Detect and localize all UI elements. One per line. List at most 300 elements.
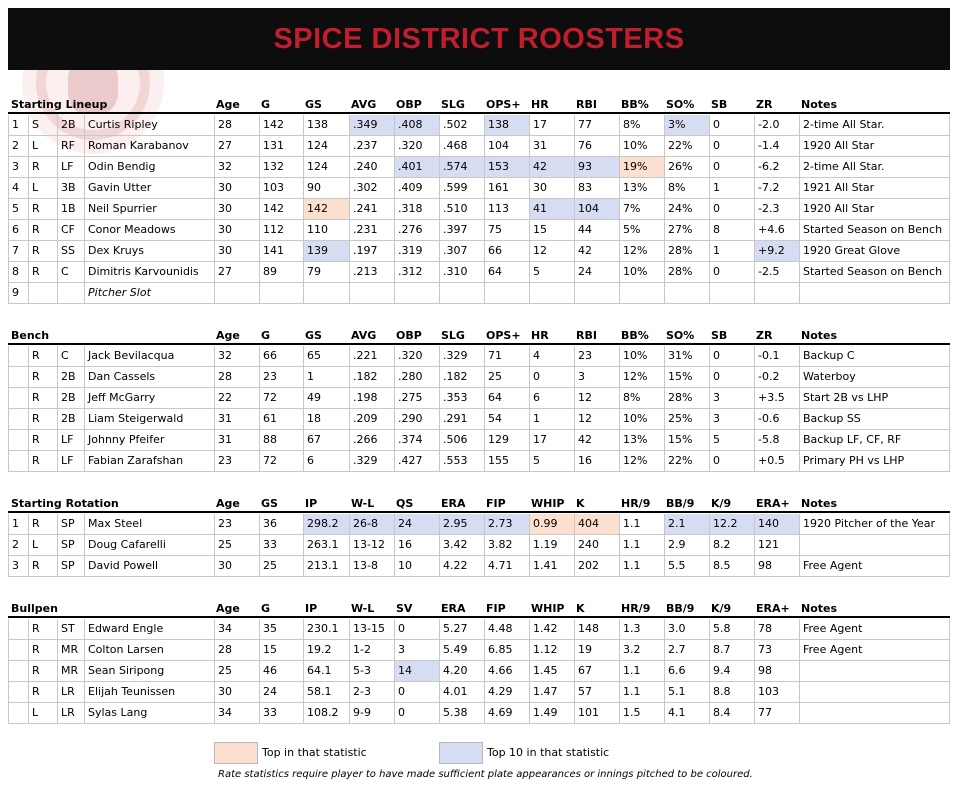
table-row (8, 640, 950, 661)
table-cell: -6.2 (754, 157, 799, 177)
table-cell: SP (57, 514, 84, 534)
table-cell: 148 (574, 619, 619, 639)
table-cell: 30 (214, 682, 259, 702)
column-header: SO% (666, 329, 695, 342)
table-cell: 12.2 (709, 514, 754, 534)
table-cell: 8.7 (709, 640, 754, 660)
table-cell: 103 (259, 178, 303, 198)
table-cell: .427 (394, 451, 439, 471)
table-cell: 1.1 (619, 556, 664, 576)
table-cell: 153 (484, 157, 529, 177)
table-cell: .409 (394, 178, 439, 198)
table-cell: .182 (349, 367, 394, 387)
table-cell: .291 (439, 409, 484, 429)
table-cell: SS (57, 241, 84, 261)
table-cell: .290 (394, 409, 439, 429)
table-cell: 230.1 (303, 619, 349, 639)
table-cell: C (57, 262, 84, 282)
table-cell: 2.73 (484, 514, 529, 534)
table-cell: 15% (664, 430, 709, 450)
table-row (8, 346, 950, 367)
table-cell: 3.82 (484, 535, 529, 555)
table-cell: 10% (619, 409, 664, 429)
notes-cell: Start 2B vs LHP (799, 388, 951, 408)
table-cell: 24 (394, 514, 439, 534)
table-cell: LR (57, 703, 84, 723)
table-cell: ST (57, 619, 84, 639)
table-cell: .319 (394, 241, 439, 261)
table-cell (9, 619, 28, 639)
table-cell: 22 (214, 388, 259, 408)
table-cell: 5 (12, 202, 19, 215)
table-cell (9, 640, 28, 660)
table-cell: R (28, 640, 57, 660)
player-name-cell: Curtis Ripley (84, 115, 214, 135)
table-cell: +3.5 (754, 388, 799, 408)
table-cell: 28 (214, 115, 259, 135)
table-cell: 28% (664, 262, 709, 282)
table-cell: 2B (57, 115, 84, 135)
table-cell: 65 (303, 346, 349, 366)
table-cell: 1.1 (619, 682, 664, 702)
table-cell: 13% (619, 430, 664, 450)
table-cell: MR (57, 640, 84, 660)
notes-cell: 2-time All Star. (799, 115, 951, 135)
notes-cell: Started Season on Bench (799, 220, 951, 240)
table-cell: 3.0 (664, 619, 709, 639)
table-cell: 27 (214, 136, 259, 156)
column-header: BB/9 (666, 602, 695, 615)
table-cell (28, 283, 57, 303)
table-cell: -2.5 (754, 262, 799, 282)
table-cell: 13% (619, 178, 664, 198)
player-name-cell: Jeff McGarry (84, 388, 214, 408)
player-name-cell: Conor Meadows (84, 220, 214, 240)
section-bench (8, 325, 950, 472)
table-row (8, 220, 950, 241)
column-header: FIP (486, 602, 506, 615)
player-name-cell: Johnny Pfeifer (84, 430, 214, 450)
table-cell: 263.1 (303, 535, 349, 555)
table-cell: 49 (303, 388, 349, 408)
table-row (8, 556, 950, 577)
column-header: K/9 (711, 497, 732, 510)
table-row (8, 367, 950, 388)
table-cell: 1.49 (529, 703, 574, 723)
table-cell: 4.22 (439, 556, 484, 576)
table-cell: 4.71 (484, 556, 529, 576)
table-cell: 73 (754, 640, 799, 660)
notes-cell: 1920 All Star (799, 136, 951, 156)
table-cell: 12% (619, 241, 664, 261)
table-cell: 58.1 (303, 682, 349, 702)
table-cell: -0.2 (754, 367, 799, 387)
footnote: Rate statistics require player to have made sufficient plate appearances or innings pitched to be coloured. (218, 769, 753, 780)
table-cell: R (28, 430, 57, 450)
table-cell: 8.5 (709, 556, 754, 576)
table-cell: 8% (619, 388, 664, 408)
table-cell (9, 682, 28, 702)
table-cell: 0 (709, 136, 754, 156)
table-cell: 0 (709, 115, 754, 135)
table-cell: 75 (484, 220, 529, 240)
table-cell: 27% (664, 220, 709, 240)
player-name-cell: Roman Karabanov (84, 136, 214, 156)
table-cell: .574 (439, 157, 484, 177)
table-cell: 5.5 (664, 556, 709, 576)
header-rule (8, 343, 950, 345)
player-name-cell: Neil Spurrier (84, 199, 214, 219)
table-row (8, 682, 950, 703)
table-row (8, 388, 950, 409)
table-cell: 66 (484, 241, 529, 261)
table-cell (349, 283, 394, 303)
table-cell: L (28, 178, 57, 198)
table-cell: +0.5 (754, 451, 799, 471)
table-cell: 3% (664, 115, 709, 135)
table-cell: .241 (349, 199, 394, 219)
table-row (8, 136, 950, 157)
table-cell: 5 (529, 262, 574, 282)
column-header: HR (531, 329, 549, 342)
column-header: ERA (441, 602, 466, 615)
table-cell: .240 (349, 157, 394, 177)
table-cell: 5.1 (664, 682, 709, 702)
notes-cell: 1920 Pitcher of the Year (799, 514, 951, 534)
table-cell (754, 283, 799, 303)
table-cell (9, 388, 28, 408)
table-cell: 138 (303, 115, 349, 135)
table-cell: 36 (259, 514, 303, 534)
table-cell: 0.99 (529, 514, 574, 534)
table-row (8, 661, 950, 682)
table-cell: 42 (529, 157, 574, 177)
table-cell: 13-15 (349, 619, 394, 639)
table-cell: .320 (394, 136, 439, 156)
table-cell: R (28, 451, 57, 471)
table-cell: .599 (439, 178, 484, 198)
table-cell: .318 (394, 199, 439, 219)
table-cell: 67 (303, 430, 349, 450)
table-cell: 4.66 (484, 661, 529, 681)
table-cell: -0.1 (754, 346, 799, 366)
table-cell: 54 (484, 409, 529, 429)
table-cell: .276 (394, 220, 439, 240)
notes-cell: Waterboy (799, 367, 951, 387)
table-cell: 2B (57, 409, 84, 429)
table-cell: .275 (394, 388, 439, 408)
table-cell: 3 (12, 160, 19, 173)
table-cell: 138 (484, 115, 529, 135)
table-cell: 17 (529, 430, 574, 450)
table-cell: .302 (349, 178, 394, 198)
table-cell: 4.48 (484, 619, 529, 639)
table-cell: .468 (439, 136, 484, 156)
table-cell: .307 (439, 241, 484, 261)
table-cell: 9.4 (709, 661, 754, 681)
column-header: Age (216, 602, 240, 615)
notes-cell: Backup LF, CF, RF (799, 430, 951, 450)
table-cell: 4 (529, 346, 574, 366)
table-cell: 31 (214, 409, 259, 429)
table-cell: 4 (12, 181, 19, 194)
table-cell: R (28, 682, 57, 702)
table-cell: SP (57, 535, 84, 555)
table-cell: 19.2 (303, 640, 349, 660)
table-cell: 0 (709, 199, 754, 219)
table-cell: .329 (349, 451, 394, 471)
table-cell: 1 (12, 118, 19, 131)
table-cell: R (28, 388, 57, 408)
column-header: W-L (351, 497, 375, 510)
table-cell: 12% (619, 367, 664, 387)
table-cell: 1.19 (529, 535, 574, 555)
table-cell: 0 (709, 451, 754, 471)
table-cell: .213 (349, 262, 394, 282)
notes-cell: Free Agent (799, 619, 951, 639)
table-cell: 12 (529, 241, 574, 261)
table-cell: 22% (664, 136, 709, 156)
column-header: OPS+ (486, 329, 521, 342)
table-cell: 5 (709, 430, 754, 450)
table-cell: 8.4 (709, 703, 754, 723)
table-cell: 0 (394, 703, 439, 723)
table-cell: 42 (574, 241, 619, 261)
table-cell (529, 283, 574, 303)
notes-cell (799, 703, 951, 723)
table-cell: 2.1 (664, 514, 709, 534)
table-cell: 108.2 (303, 703, 349, 723)
player-name-cell: Pitcher Slot (84, 283, 214, 303)
player-name-cell: Liam Steigerwald (84, 409, 214, 429)
table-cell: RF (57, 136, 84, 156)
table-cell: 24 (574, 262, 619, 282)
table-cell: 72 (259, 388, 303, 408)
column-header: BB/9 (666, 497, 695, 510)
table-cell (394, 283, 439, 303)
notes-cell: Free Agent (799, 640, 951, 660)
column-header: K/9 (711, 602, 732, 615)
table-row (8, 409, 950, 430)
table-cell: 28% (664, 241, 709, 261)
table-cell: 124 (303, 136, 349, 156)
column-header: BB% (621, 329, 649, 342)
column-header: QS (396, 497, 414, 510)
notes-cell: 1921 All Star (799, 178, 951, 198)
column-header: RBI (576, 329, 597, 342)
table-cell: 202 (574, 556, 619, 576)
table-cell: 141 (259, 241, 303, 261)
table-row (8, 178, 950, 199)
table-cell: -1.4 (754, 136, 799, 156)
table-row (8, 514, 950, 535)
table-cell: 140 (754, 514, 799, 534)
column-header: OPS+ (486, 98, 521, 111)
table-cell: 142 (303, 199, 349, 219)
table-cell (9, 346, 28, 366)
column-header: ERA+ (756, 497, 790, 510)
table-cell: -7.2 (754, 178, 799, 198)
table-cell: 31 (214, 430, 259, 450)
table-cell: .237 (349, 136, 394, 156)
table-cell: 13-12 (349, 535, 394, 555)
table-cell: 0 (709, 346, 754, 366)
table-cell: 7% (619, 199, 664, 219)
table-cell (9, 703, 28, 723)
column-header: SB (711, 329, 728, 342)
table-cell: .353 (439, 388, 484, 408)
column-header: WHIP (531, 602, 565, 615)
table-cell: 2B (57, 367, 84, 387)
table-cell: 1.1 (619, 661, 664, 681)
column-header: Notes (801, 98, 838, 111)
table-cell: 32 (214, 157, 259, 177)
table-cell: R (28, 262, 57, 282)
table-cell: 1.41 (529, 556, 574, 576)
table-cell: 31% (664, 346, 709, 366)
table-cell: 15 (259, 640, 303, 660)
table-cell: 6.6 (664, 661, 709, 681)
table-cell: .280 (394, 367, 439, 387)
table-cell: 1.12 (529, 640, 574, 660)
section-lineup (8, 94, 950, 304)
table-cell (9, 451, 28, 471)
section-title: Bench (11, 329, 50, 342)
table-cell: .221 (349, 346, 394, 366)
section-header (8, 94, 950, 113)
column-header: Age (216, 98, 240, 111)
section-header (8, 325, 950, 344)
table-cell: 213.1 (303, 556, 349, 576)
table-cell: 0 (709, 157, 754, 177)
team-title: SPICE DISTRICT ROOSTERS (273, 22, 685, 55)
table-cell: 42 (574, 430, 619, 450)
table-cell: 142 (259, 199, 303, 219)
table-cell: 3 (394, 640, 439, 660)
table-cell: 0 (529, 367, 574, 387)
table-cell: 30 (214, 556, 259, 576)
table-cell: 23 (214, 514, 259, 534)
table-cell: 2.9 (664, 535, 709, 555)
table-cell: 76 (574, 136, 619, 156)
table-cell (9, 661, 28, 681)
player-name-cell: David Powell (84, 556, 214, 576)
table-cell: 15% (664, 367, 709, 387)
table-cell: 132 (259, 157, 303, 177)
column-header: AVG (351, 98, 377, 111)
table-cell: 124 (303, 157, 349, 177)
table-cell: 98 (754, 661, 799, 681)
player-name-cell: Dan Cassels (84, 367, 214, 387)
table-cell: 14 (394, 661, 439, 681)
table-cell: 6 (12, 223, 19, 236)
table-cell: LR (57, 682, 84, 702)
table-cell: 64 (484, 388, 529, 408)
table-cell: 6 (303, 451, 349, 471)
table-cell: 5 (529, 451, 574, 471)
column-header: FIP (486, 497, 506, 510)
table-cell: .502 (439, 115, 484, 135)
column-header: K (576, 602, 585, 615)
table-cell: 1.1 (619, 514, 664, 534)
player-name-cell: Dimitris Karvounidis (84, 262, 214, 282)
table-cell (303, 283, 349, 303)
table-cell: 3B (57, 178, 84, 198)
table-cell: .182 (439, 367, 484, 387)
table-cell: 28 (214, 640, 259, 660)
table-cell: -2.3 (754, 199, 799, 219)
table-cell: 2.7 (664, 640, 709, 660)
table-cell: 24 (259, 682, 303, 702)
table-cell: 16 (394, 535, 439, 555)
table-cell: 5.38 (439, 703, 484, 723)
column-header: ERA+ (756, 602, 790, 615)
table-cell: -5.8 (754, 430, 799, 450)
table-row (8, 262, 950, 283)
table-cell: 23 (214, 451, 259, 471)
table-cell: .266 (349, 430, 394, 450)
table-cell (9, 367, 28, 387)
table-cell: 17 (529, 115, 574, 135)
table-cell: 13-8 (349, 556, 394, 576)
player-name-cell: Dex Kruys (84, 241, 214, 261)
notes-cell (799, 661, 951, 681)
table-cell: 2 (12, 538, 19, 551)
table-cell: 155 (484, 451, 529, 471)
column-header: HR/9 (621, 497, 651, 510)
column-header: Age (216, 497, 240, 510)
notes-cell: 2-time All Star. (799, 157, 951, 177)
header-rule (8, 616, 950, 618)
table-cell: 71 (484, 346, 529, 366)
table-cell: 25 (259, 556, 303, 576)
table-cell: 8.8 (709, 682, 754, 702)
table-cell: 298.2 (303, 514, 349, 534)
table-cell: 8 (12, 265, 19, 278)
player-name-cell: Edward Engle (84, 619, 214, 639)
column-header: ZR (756, 329, 773, 342)
column-header: WHIP (531, 497, 565, 510)
table-cell (9, 409, 28, 429)
table-cell: .231 (349, 220, 394, 240)
table-cell: L (28, 136, 57, 156)
table-cell: 27 (214, 262, 259, 282)
table-cell: 2-3 (349, 682, 394, 702)
table-cell: 33 (259, 535, 303, 555)
table-cell: 23 (259, 367, 303, 387)
table-cell: 88 (259, 430, 303, 450)
column-header: ZR (756, 98, 773, 111)
table-cell: .401 (394, 157, 439, 177)
table-cell: 4.1 (664, 703, 709, 723)
table-row (8, 535, 950, 556)
table-cell: 103 (754, 682, 799, 702)
table-cell: 104 (574, 199, 619, 219)
table-row (8, 430, 950, 451)
table-cell: R (28, 514, 57, 534)
table-cell: 78 (754, 619, 799, 639)
table-cell: 0 (709, 262, 754, 282)
notes-cell: Started Season on Bench (799, 262, 951, 282)
section-bullpen (8, 598, 950, 724)
table-cell: 66 (259, 346, 303, 366)
notes-cell: 1920 Great Glove (799, 241, 951, 261)
table-cell: SP (57, 556, 84, 576)
column-header: Age (216, 329, 240, 342)
table-cell: .320 (394, 346, 439, 366)
table-cell: 3 (12, 559, 19, 572)
column-header: BB% (621, 98, 649, 111)
